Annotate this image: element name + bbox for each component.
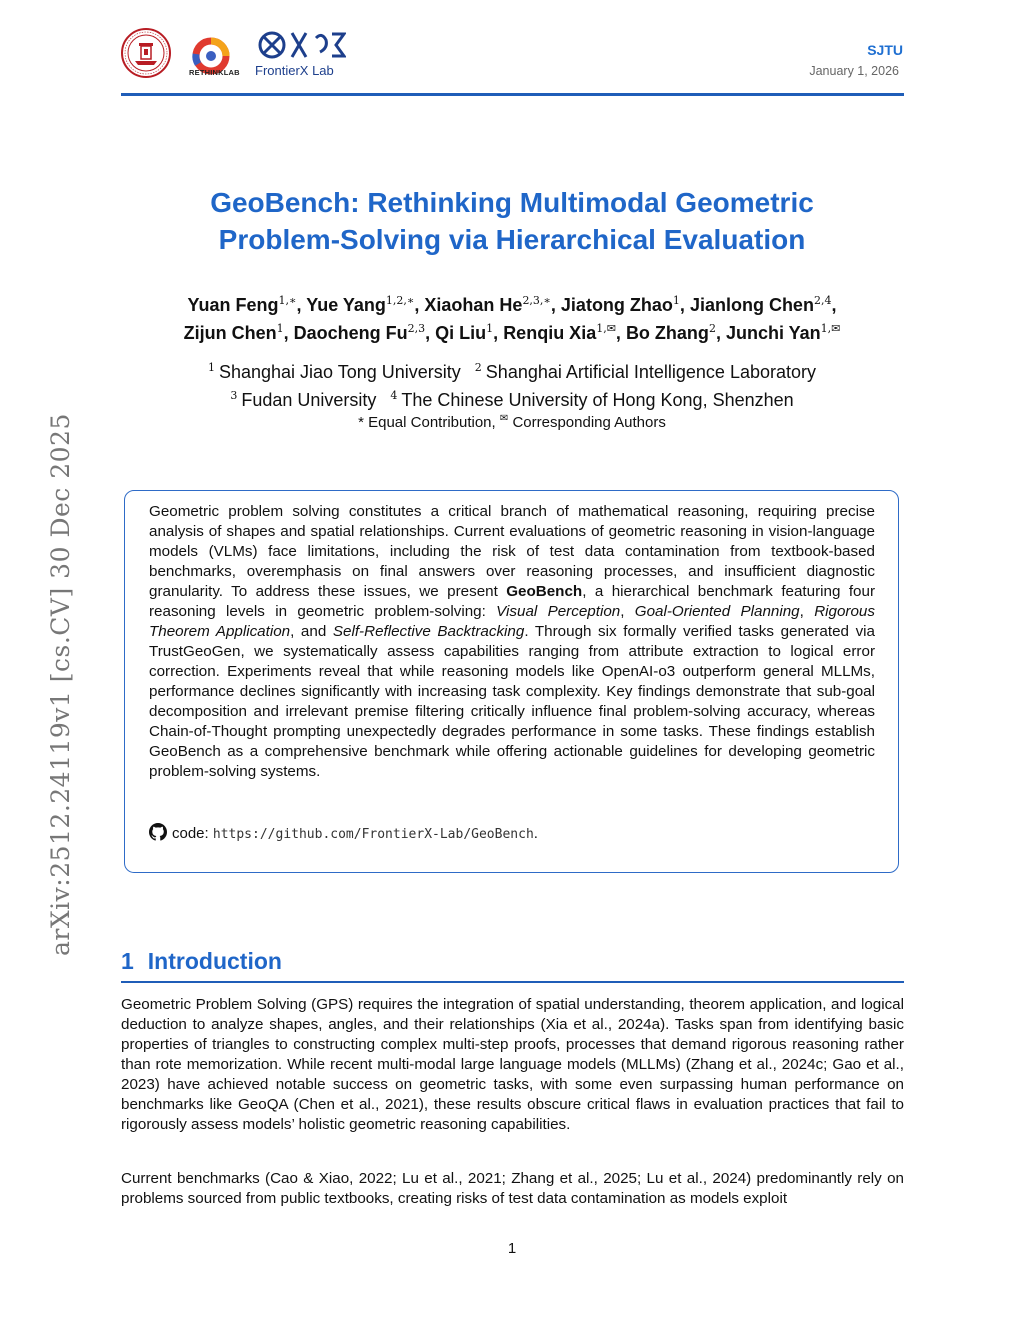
title-line-1: GeoBench: Rethinking Multimodal Geometric bbox=[210, 187, 814, 218]
author-name: Bo Zhang bbox=[625, 323, 709, 343]
header-date: January 1, 2026 bbox=[809, 64, 899, 78]
author-name: Yue Yang bbox=[306, 295, 386, 315]
abstract-text: Geometric problem solving constitutes a critical branch of mathematical reasoning, requiring precise analysis of shapes and spatial relationships. Current evaluations of geometric reasoning in vision-language models (VLMs) face limitations, including the risk of test data contamination from textbook-based benchmarks, overemphasis on final answers over reasoning processes, and insufficient diagnostic granularity. To address these issues, we present GeoBench, a hierarchical benchmark featuring four reasoning levels in geometric problem-solving: Visual Perception, Goal-Oriented Planning, Rigorous Theorem Application, and Self-Reflective Backtracking. Through six formally verified tasks generated via TrustGeoGen, we systematically assess capabilities ranging from attribute extraction to logical error correction. Experiments reveal that while reasoning models like OpenAI-o3 outperform general MLLMs, performance declines significantly with increasing task complexity. Key findings demonstrate that sub-goal decomposition and irrelevant premise filtering critically influence final problem-solving accuracy, whereas Chain-of-Thought prompting unexpectedly degrades performance in some tasks. These findings establish GeoBench as a comprehensive benchmark while offering actionable guidelines for developing geometric problem-solving systems. bbox=[149, 503, 876, 780]
sjtu-seal-logo bbox=[121, 28, 171, 78]
affiliation: Shanghai Artificial Intelligence Laboratory bbox=[485, 362, 817, 382]
author-affil-mark: 1,∗ bbox=[278, 294, 297, 307]
affiliations bbox=[100, 356, 924, 412]
frontierx-logo-icon bbox=[258, 28, 346, 62]
author-line-2: Zijun Chen$^1$, Daocheng Fu$^{2,3}$, Qi Liu$^1$, Renqiu Xia$^{1,✉}$, Bo Zhang$^2$, Junchi Yan$^{1,✉}$ bbox=[183, 322, 841, 343]
author-name: Jiatong Zhao bbox=[560, 295, 673, 315]
author-name: Xiaohan He bbox=[424, 295, 523, 315]
section-divider bbox=[121, 981, 904, 983]
header-logos bbox=[121, 24, 361, 84]
author-list bbox=[100, 289, 924, 345]
header-org: SJTU bbox=[867, 42, 903, 58]
rethinklab-label: RETHINKLAB bbox=[189, 68, 240, 77]
arxiv-side-stamp: arXiv:2512.24119v1 [cs.CV] 30 Dec 2025 bbox=[46, 413, 75, 956]
affiliation-line-1: $^1$ Shanghai Jiao Tong University $^2$ Shanghai Artificial Intelligence Laboratory bbox=[207, 361, 817, 382]
author-name: Zijun Chen bbox=[183, 323, 277, 343]
author-line-1: Yuan Feng$^{1,∗}$, Yue Yang$^{1,2,∗}$, Xiaohan $He^{2,3,∗}$, Jiatong Zhao$^1$, Jianlong Chen$^{2,4}$, bbox=[187, 294, 837, 315]
author-name: Junchi Yan bbox=[725, 323, 821, 343]
author-affil-mark: 2,4 bbox=[813, 294, 832, 307]
section-title: Introduction bbox=[147, 948, 282, 974]
author-affil-mark: 1 bbox=[486, 322, 494, 335]
author-name: Yuan Feng bbox=[187, 295, 279, 315]
frontierx-label: FrontierX Lab bbox=[255, 63, 334, 78]
affiliation: Shanghai Jiao Tong University bbox=[218, 362, 461, 382]
section-number: 1 bbox=[121, 948, 134, 974]
author-name: Qi Liu bbox=[435, 323, 487, 343]
author-affil-mark: 2,3 bbox=[407, 322, 426, 335]
code-url-link[interactable]: https://github.com/FrontierX-Lab/GeoBench bbox=[212, 827, 534, 842]
code-link-line: code: https://github.com/FrontierX-Lab/GeoBench. bbox=[149, 823, 538, 842]
author-name: Jianlong Chen bbox=[689, 295, 814, 315]
title-line-2: Problem-Solving via Hierarchical Evaluation bbox=[218, 224, 806, 255]
intro-paragraph-2: Current benchmarks (Cao & Xiao, 2022; Lu et al., 2021; Zhang et al., 2025; Lu et al., 2024) predominantly rely on problems sourced from public textbooks, creating risks of test data contamination as models exploit bbox=[121, 1170, 904, 1207]
benchmark-name: GeoBench bbox=[506, 583, 583, 600]
author-name: Daocheng Fu bbox=[293, 323, 408, 343]
paper-title bbox=[100, 184, 924, 258]
author-name: Renqiu Xia bbox=[503, 323, 597, 343]
author-affil-mark: 2 bbox=[708, 322, 716, 335]
author-affil-mark: 1,✉ bbox=[820, 322, 841, 335]
author-affil-mark: 2,3,∗ bbox=[522, 294, 551, 307]
author-affil-mark: 1,2,∗ bbox=[385, 294, 415, 307]
intro-paragraph-1: Geometric Problem Solving (GPS) requires the integration of spatial understanding, theorem application, and logical deduction to analyze shapes, angles, and their relationships (Xia et al., 2024a). Tasks span from identifying basic properties of triangles to constructing complex multi-step proofs, processes that demand rigorous reasoning rather than rote memorization. While recent multi-modal large language models (MLLMs) (Zhang et al., 2024c; Gao et al., 2023) have achieved notable success on geometric tasks, with some even surpassing human performance on benchmarks like GeoQA (Chen et al., 2021), these results obscure critical flaws in evaluation practices that fail to rigorously assess models’ holistic geometric reasoning capabilities. bbox=[121, 996, 904, 1133]
section-heading bbox=[121, 948, 282, 975]
author-affil-mark: 1 bbox=[276, 322, 284, 335]
affiliation: Fudan University bbox=[241, 390, 377, 410]
code-label: code: bbox=[172, 825, 209, 842]
header-divider bbox=[121, 93, 904, 96]
envelope-icon: ✉ bbox=[499, 413, 509, 424]
contribution-note: * Equal Contribution, ✉ Corresponding Authors bbox=[358, 413, 666, 431]
author-affil-mark: 1,✉ bbox=[596, 322, 616, 335]
github-icon bbox=[149, 823, 167, 841]
page-number: 1 bbox=[507, 1240, 517, 1257]
affiliation-line-2: $^3$ Fudan University $^4$ The Chinese University of Hong Kong, Shenzhen bbox=[230, 389, 794, 410]
author-affil-mark: 1 bbox=[672, 294, 680, 307]
affiliation: The Chinese University of Hong Kong, Shenzhen bbox=[401, 390, 794, 410]
